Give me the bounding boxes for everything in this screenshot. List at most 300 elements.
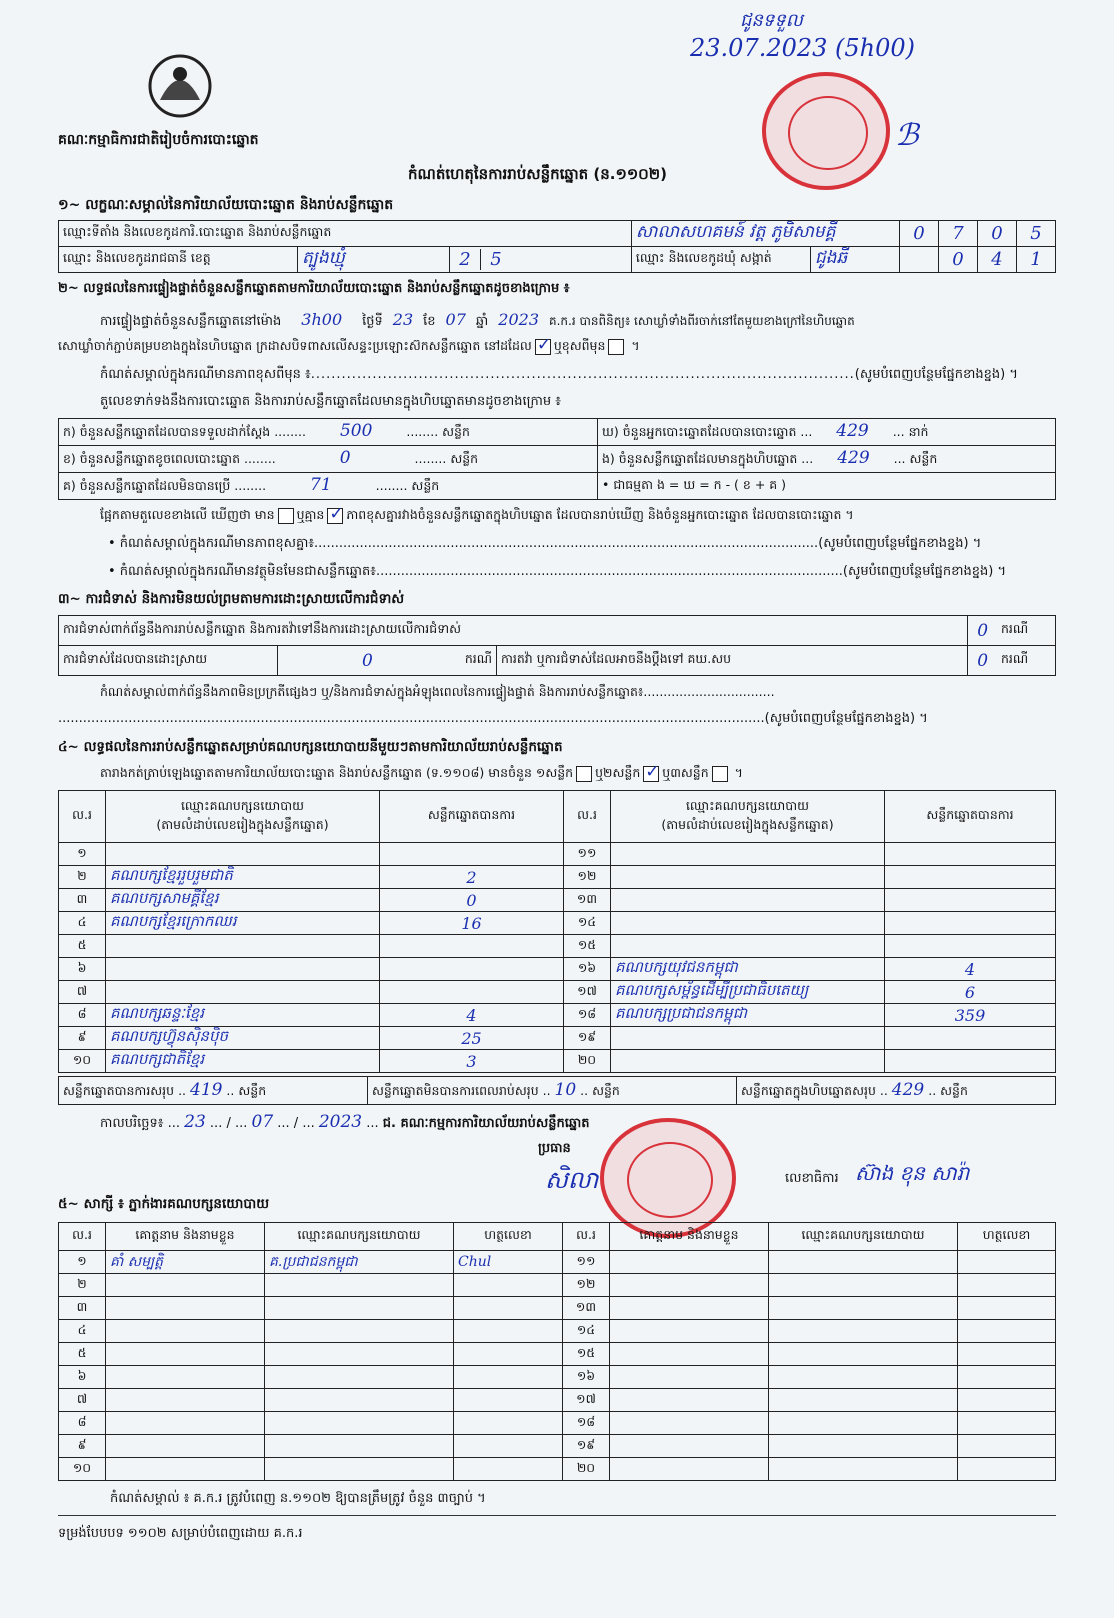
witness-signature (454, 1389, 563, 1412)
tally-sheet-line: តារាងកត់ត្រាប់ឡេងឆ្នោតតាមការិយាល័យបោះឆ្នោត និងរាប់សន្លឹកឆ្នោត (ទ.១១០៨) មានចំនួន ១សន្លឹក ឬ២សន្លឹក✓ ឬ៣សន្លឹក ។ (100, 765, 743, 784)
table-row (59, 889, 1056, 912)
table-row (59, 1297, 1056, 1320)
col-signature: ហត្ថលេខា (958, 1223, 1056, 1251)
witness-party (265, 1412, 454, 1435)
row-number: ៣ (59, 1297, 106, 1320)
figure-a-label: ក) ចំនួនសន្លឹកឆ្នោតដែលបានទទួលដាក់ស្តែង ........ 500 ........ សន្លឹក (59, 419, 598, 446)
row-number: ៥ (59, 1343, 106, 1366)
witness-name (610, 1297, 769, 1320)
table-row (59, 1435, 1056, 1458)
table-row (59, 1251, 1056, 1274)
witness-party (265, 1320, 454, 1343)
text: សន្លឹកឆ្នោតក្នុងហិបឆ្នោតសរុប (741, 1082, 876, 1098)
emblem-icon (140, 50, 220, 120)
table-row (59, 1389, 1056, 1412)
witness-name (106, 1435, 265, 1458)
complaints-total-label: ការជំទាស់ពាក់ព័ន្ធនឹងការរាប់សន្លឹកឆ្នោត និងការតវ៉ាទៅនឹងការដោះស្រាយលើការជំទាស់ (59, 616, 968, 646)
province-code (450, 247, 632, 273)
vote-count (885, 866, 1056, 889)
figures-intro: តួលេខទាក់ទងនឹងការបោះឆ្នោត និងការរាប់សន្លឹកឆ្នោតដែលមានក្នុងហិបឆ្នោតមានដូចខាងក្រោម ៖ (100, 394, 561, 409)
figure-d-label: ឃ) ចំនួនអ្នកបោះឆ្នោតដែលបានបោះឆ្នោត ... 429 ... នាក់ (598, 419, 1056, 446)
box-total: សន្លឹកឆ្នោតក្នុងហិបឆ្នោតសរុប .. 429 .. សន្លឹក (737, 1077, 1056, 1105)
vote-count (885, 912, 1056, 935)
row-number: ១៨ (563, 1412, 610, 1435)
footer-divider (58, 1515, 1056, 1516)
table-row (59, 912, 1056, 935)
row-number: ៩ (59, 1027, 106, 1050)
witness-name (106, 1297, 265, 1320)
text: នាក់ (908, 424, 929, 439)
text: ឬ២សន្លឹក (595, 765, 641, 780)
text: ជ. គណៈកម្មការការិយាល័យរាប់សន្លឹកឆ្នោត (382, 1116, 590, 1131)
text: (សូមបំពេញបន្ថែមផ្នែកខាងខ្នង) ។ (854, 367, 1018, 382)
official-stamp-top (762, 72, 890, 190)
secretary-signature: ស៊ាង ខុន សារ៉ា (855, 1161, 970, 1185)
party-name: គណបក្សសាមគ្គីខ្មែរ (106, 889, 380, 912)
row-number: ១៤ (564, 912, 611, 935)
row-number: ៥ (59, 935, 106, 958)
figure-d-value: 429 (836, 421, 869, 441)
figure-b-value: 0 (339, 448, 351, 468)
vote-count (885, 1050, 1056, 1073)
text: ឆ្នាំ (475, 314, 489, 329)
witness-party (769, 1297, 958, 1320)
witness-signature (958, 1251, 1056, 1274)
witness-party (265, 1274, 454, 1297)
text: ក) ចំនួនសន្លឹកឆ្នោតដែលបានទទួលដាក់ស្តែង (63, 424, 271, 439)
text: តារាងកត់ត្រាប់ឡេងឆ្នោតតាមការិយាល័យបោះឆ្នោត និងរាប់សន្លឹកឆ្នោត (ទ.១១០៨) មានចំនួន ១សន្លឹក (100, 765, 574, 780)
figures-table (58, 418, 1056, 500)
formula: • ជាធម្មតា ង = ឃ = ក - ( ខ + គ ) (598, 473, 1056, 500)
party-name: គណបក្សជាតិខ្មែរ (106, 1050, 380, 1073)
unchanged-checkbox[interactable] (535, 339, 551, 355)
witness-name (610, 1458, 769, 1481)
valid-total: សន្លឹកឆ្នោតបានការសរុប .. 419 .. សន្លឹក (59, 1077, 368, 1105)
col-party (106, 791, 380, 843)
row-number: ១៣ (563, 1297, 610, 1320)
section1-heading: ១~ លក្ខណៈសម្គាល់នៃការិយាល័យបោះឆ្នោត និងរាប់សន្លឹកឆ្នោត (58, 197, 394, 213)
commune-value: ជូងឆី (810, 247, 899, 273)
vote-count (885, 1027, 1056, 1050)
witness-signature (958, 1320, 1056, 1343)
row-number: ១៦ (564, 958, 611, 981)
text: សន្លឹក (909, 451, 938, 466)
col-party: ឈ្មោះគណបក្សនយោបាយ (265, 1223, 454, 1251)
witness-signature (454, 1320, 563, 1343)
row-number: ១៧ (564, 981, 611, 1004)
province-label: ឈ្មោះ និងលេខកូដរាជធានី ខេត្ត (59, 247, 298, 273)
unit: ករណី (997, 646, 1056, 676)
witness-party (769, 1412, 958, 1435)
resolved-cell (278, 646, 497, 676)
text: ឬខុសពីមុន (553, 338, 606, 353)
complaints-total-value: 0 (968, 616, 997, 646)
valid-total-value: 419 (190, 1079, 223, 1100)
table-row (59, 866, 1056, 889)
text: កំណត់សម្គាល់ពាក់ព័ន្ធនឹងភាពមិនប្រក្រតីផ្សេងៗ ឬ/និងការជំទាស់ក្នុងអំឡុងពេលនៃការផ្ទៀងផ្ទាត់ និងការរាប់សន្លឹកឆ្នោត៖ (100, 684, 644, 699)
witness-party (265, 1458, 454, 1481)
text: សន្លឹក (411, 478, 440, 493)
blank-cell (900, 247, 939, 273)
two-sheet-checkbox[interactable] (643, 766, 659, 782)
irregularity-fill: ...........................................................................................................................................................................(សូមបំពេញបន្ថែមផ្នែកខាងខ្នង) ។ (58, 711, 928, 726)
changed-checkbox[interactable] (608, 339, 624, 355)
station-code-digit: 0 (978, 221, 1017, 247)
text: ឈ្មោះគណបក្សនយោបាយ (685, 797, 810, 813)
row-number: ៦ (59, 958, 106, 981)
text: ឈ្មោះគណបក្សនយោបាយ (180, 797, 305, 813)
row-number: ៧ (59, 981, 106, 1004)
col-party (611, 791, 885, 843)
witness-name (610, 1343, 769, 1366)
vote-count: 16 (380, 912, 564, 935)
text: កាលបរិច្ឆេទ៖ (100, 1116, 164, 1131)
commune-code-digit: 0 (939, 247, 978, 273)
witness-party (265, 1297, 454, 1320)
party-name (106, 958, 380, 981)
witness-party (769, 1389, 958, 1412)
witness-party (769, 1320, 958, 1343)
text: សន្លឹក (450, 451, 479, 466)
table-row (59, 1343, 1056, 1366)
table-row (59, 1320, 1056, 1343)
vote-count: 3 (380, 1050, 564, 1073)
witness-party (769, 1435, 958, 1458)
figure-e-value: 429 (837, 448, 870, 468)
row-number: ១០ (59, 1458, 106, 1481)
vote-count (380, 935, 564, 958)
committee-name: គណៈកម្មាធិការជាតិរៀបចំការបោះឆ្នោត (58, 132, 259, 148)
figure-c-label: គ) ចំនួនសន្លឹកឆ្នោតដែលមិនបានប្រើ ........ 71 ........ សន្លឹក (59, 473, 598, 500)
row-number: ២០ (564, 1050, 611, 1073)
witness-signature (454, 1297, 563, 1320)
official-stamp-bottom (600, 1118, 736, 1238)
verify-month: 07 (445, 310, 466, 329)
witness-signature (454, 1435, 563, 1458)
witness-name (106, 1412, 265, 1435)
commune-code-digit: 1 (1017, 247, 1056, 273)
text: ខ) ចំនួនសន្លឹកឆ្នោតខូចពេលបោះឆ្នោត (63, 451, 241, 466)
invalid-total-value: 10 (554, 1079, 577, 1100)
party-name (106, 981, 380, 1004)
witness-party (265, 1343, 454, 1366)
appeal-label: ការតវ៉ា ឬការជំទាស់ដែលអាចនឹងប្តឹងទៅ គឃ.សប (497, 646, 968, 676)
section2-heading: ២~ លទ្ធផលនៃការផ្ទៀងផ្ទាត់ចំនួនសន្លឹកឆ្នោតតាមការិយាល័យបោះឆ្នោត និងរាប់សន្លឹកឆ្នោតដូចខាងក្រោម ៖ (58, 281, 570, 296)
unit: ករណី (464, 650, 492, 666)
witness-party (769, 1274, 958, 1297)
table-row (59, 1274, 1056, 1297)
text: សន្លឹកឆ្នោតមិនបានការពេលរាប់សរុប (372, 1082, 539, 1098)
text: (តាមលំដាប់លេខរៀងក្នុងសន្លឹកឆ្នោត) (661, 816, 834, 832)
table-row (59, 1458, 1056, 1481)
party-name: គណបក្សឆន្ទៈខ្មែរ (106, 1004, 380, 1027)
table-row (59, 981, 1056, 1004)
witness-party (265, 1366, 454, 1389)
witness-name (106, 1343, 265, 1366)
date-day: 23 (184, 1112, 206, 1132)
text: • កំណត់សម្គាល់ក្នុងករណីមានភាពខុសគ្នា៖ (108, 536, 315, 551)
footer-note: កំណត់សម្គាល់ ៖ គ.ក.រ ត្រូវបំពេញ ន.១១០២ ឱ្យបានត្រឹមត្រូវ ចំនួន ៣ច្បាប់ ។ (110, 1491, 486, 1506)
text: ឃ) ចំនួនអ្នកបោះឆ្នោតដែលបានបោះឆ្នោត (602, 424, 797, 439)
station-table (58, 220, 1056, 273)
appeal-value: 0 (968, 646, 997, 676)
vote-count: 359 (885, 1004, 1056, 1027)
vote-count (885, 843, 1056, 866)
vote-count: 4 (885, 958, 1056, 981)
col-name: គោត្តនាម និងនាមខ្លួន (106, 1223, 265, 1251)
witness-party (265, 1435, 454, 1458)
witness-name (610, 1274, 769, 1297)
witness-name (610, 1320, 769, 1343)
resolved-value: 0 (362, 650, 373, 671)
no-difference-checkbox[interactable] (327, 508, 343, 524)
text: សោឃ្លាំចាក់ភ្ជាប់គម្របខាងក្នុងនៃហិបឆ្នោត ក្រដាសបិទពាសលើសន្ទះប្រឡោះស៊កសន្លឹកឆ្នោត នៅដដែល (58, 338, 532, 353)
results-totals (58, 1076, 1056, 1105)
witness-name (106, 1389, 265, 1412)
receipt-note: ជូនទទួល (740, 10, 803, 31)
province-code-digit: 5 (490, 249, 502, 270)
vote-count: 0 (380, 889, 564, 912)
col-votes: សន្លឹកឆ្នោតបានការ (380, 791, 564, 843)
row-number: ១៦ (563, 1366, 610, 1389)
station-code-digit: 7 (939, 221, 978, 247)
party-name (611, 1027, 885, 1050)
text: សន្លឹក (442, 424, 470, 439)
text: (តាមលំដាប់លេខរៀងក្នុងសន្លឹកឆ្នោត) (156, 816, 329, 832)
invalid-total: សន្លឹកឆ្នោតមិនបានការពេលរាប់សរុប .. 10 .. សន្លឹក (368, 1077, 737, 1105)
row-number: ១៤ (563, 1320, 610, 1343)
three-sheet-checkbox[interactable] (712, 766, 728, 782)
president-signature: សិលា (545, 1166, 599, 1194)
verification-line1 (100, 310, 855, 332)
commune-label: ឈ្មោះ និងលេខកូដឃុំ សង្កាត់ (631, 247, 810, 273)
party-name: គណបក្សប្រជាជនកម្ពុជា (611, 1004, 885, 1027)
date-month: 07 (251, 1112, 274, 1132)
verify-time: 3h00 (301, 310, 343, 329)
party-name: គណបក្សខ្មែររួបរួមជាតិ (106, 866, 380, 889)
table-row (59, 1050, 1056, 1073)
vote-count (885, 935, 1056, 958)
text: កំណត់សម្គាល់ក្នុងករណីមានភាពខុសពីមុន ៖ (100, 367, 311, 382)
president-label: ប្រធាន (538, 1141, 571, 1156)
row-number: ១៥ (564, 935, 611, 958)
row-number: ៧ (59, 1389, 106, 1412)
province-value: ត្បូងឃ្មុំ (298, 247, 450, 273)
text: សន្លឹកឆ្នោតបានការសរុប (63, 1082, 175, 1098)
station-code-digit: 0 (900, 221, 939, 247)
party-name (106, 843, 380, 866)
party-name (611, 935, 885, 958)
row-number: ១ (59, 843, 106, 866)
witness-party (769, 1458, 958, 1481)
verify-day: 23 (392, 310, 414, 329)
party-name (611, 843, 885, 866)
row-number: ១៨ (564, 1004, 611, 1027)
text: សន្លឹក (238, 1082, 267, 1098)
witness-signature (958, 1297, 1056, 1320)
text: ផ្អែកតាមតួលេខខាងលើ ឃើញថា មាន (100, 507, 275, 522)
province-code-digit: 2 (450, 249, 481, 270)
figure-c-value: 71 (310, 475, 332, 495)
text: ភាពខុសគ្នារវាងចំនួនសន្លឹកឆ្នោតក្នុងហិបឆ្នោត ដែលបានរាប់ឃើញ និងចំនួនអ្នកបោះឆ្នោត ដែលបានបោះឆ្នោត ។ (346, 507, 854, 522)
unit: ករណី (997, 616, 1056, 646)
party-name: គណបក្សហ៊្វុនស៊ិនប៉ិច (106, 1027, 380, 1050)
witness-name (106, 1458, 265, 1481)
text: (សូមបំពេញបន្ថែមផ្នែកខាងខ្នង) ។ (842, 564, 1007, 579)
row-number: ១២ (564, 866, 611, 889)
section5-heading: ៥~ សាក្សី ៖ ភ្នាក់ងារគណបក្សនយោបាយ (58, 1196, 270, 1212)
witness-signature (454, 1343, 563, 1366)
witness-signature: Chul (454, 1251, 563, 1274)
witness-name (106, 1366, 265, 1389)
has-difference-checkbox[interactable] (278, 508, 294, 524)
col-no: ល.រ (59, 1223, 106, 1251)
vote-count (380, 981, 564, 1004)
vote-count (885, 889, 1056, 912)
row-number: ៨ (59, 1004, 106, 1027)
bullet-difference-note: • កំណត់សម្គាល់ក្នុងករណីមានភាពខុសគ្នា៖..........................................................................................................................(សូមបំពេញបន្ថែមផ្នែកខាងខ្នង) ។ (108, 536, 982, 551)
text: ឬ៣សន្លឹក (662, 765, 709, 780)
text: ឬគ្មាន (296, 507, 325, 522)
witness-signature (958, 1458, 1056, 1481)
receipt-date: 23.07.2023 (5h00) (690, 34, 916, 62)
witness-signature (454, 1366, 563, 1389)
table-row (59, 935, 1056, 958)
one-sheet-checkbox[interactable] (576, 766, 592, 782)
text: (សូមបំពេញបន្ថែមផ្នែកខាងខ្នង) ។ (818, 536, 982, 551)
bullet-foreign-object-note: • កំណត់សម្គាល់ក្នុងករណីមានវត្ថុមិនមែនជាសន្លឹកឆ្នោត៖.................................................................................................................(សូមបំពេញបន្ថែមផ្នែកខាងខ្នង) ។ (108, 564, 1007, 579)
verify-year: 2023 (498, 310, 539, 329)
witness-signature (958, 1343, 1056, 1366)
station-code-digit: 5 (1017, 221, 1056, 247)
text: គ.ក.រ បានពិនិត្យ៖ សោឃ្លាំទាំងពីរចាក់នៅតែមួយខាងក្រៅនៃហិបឆ្នោត (549, 314, 855, 328)
col-party: ឈ្មោះគណបក្សនយោបាយ (769, 1223, 958, 1251)
row-number: ១១ (563, 1251, 610, 1274)
row-number: ៦ (59, 1366, 106, 1389)
witness-name (610, 1366, 769, 1389)
vote-count: 2 (380, 866, 564, 889)
col-no: ល.រ (59, 791, 106, 843)
witness-signature (958, 1435, 1056, 1458)
text: សន្លឹក (592, 1082, 620, 1098)
witness-signature (454, 1412, 563, 1435)
row-number: ២ (59, 1274, 106, 1297)
witness-signature (958, 1274, 1056, 1297)
text: សន្លឹក (940, 1082, 968, 1098)
date-year: 2023 (318, 1112, 363, 1132)
witness-name (610, 1435, 769, 1458)
row-number: ១១ (564, 843, 611, 866)
row-number: ៩ (59, 1435, 106, 1458)
section4-heading: ៤~ លទ្ធផលនៃការរាប់សន្លឹកឆ្នោតសម្រាប់គណបក្សនយោបាយនីមួយៗតាមការិយាល័យរាប់សន្លឹកឆ្នោត (58, 739, 563, 755)
complaints-table (58, 615, 1056, 676)
witness-name (106, 1274, 265, 1297)
col-votes: សន្លឹកឆ្នោតបានការ (885, 791, 1056, 843)
witness-name (610, 1412, 769, 1435)
col-no: ល.រ (563, 1223, 610, 1251)
witness-name: គាំ សម្បត្តិ (106, 1251, 265, 1274)
row-number: ១៩ (564, 1027, 611, 1050)
witness-signature (454, 1458, 563, 1481)
text: គ) ចំនួនសន្លឹកឆ្នោតដែលមិនបានប្រើ (63, 478, 231, 493)
row-number: ១២ (563, 1274, 610, 1297)
col-name: គោត្តនាម និងនាមខ្លួន (610, 1223, 769, 1251)
text: ខែ (423, 314, 436, 329)
figure-e-label: ង) ចំនួនសន្លឹកឆ្នោតដែលមានក្នុងហិបឆ្នោត ... 429 ... សន្លឹក (598, 446, 1056, 473)
text: (សូមបំពេញបន្ថែមផ្នែកខាងខ្នង) ។ (764, 711, 928, 726)
text: ថ្ងៃទី (362, 314, 383, 329)
table-row (59, 958, 1056, 981)
party-name (106, 935, 380, 958)
witness-signature (958, 1366, 1056, 1389)
col-signature: ហត្ថលេខា (454, 1223, 563, 1251)
verification-line2: សោឃ្លាំចាក់ភ្ជាប់គម្របខាងក្នុងនៃហិបឆ្នោត ក្រដាសបិទពាសលើសន្ទះប្រឡោះស៊កសន្លឹកឆ្នោត នៅដដែល✓ ឬខុសពីមុន ។ (58, 338, 640, 357)
row-number: ២ (59, 866, 106, 889)
row-number: ៨ (59, 1412, 106, 1435)
witness-signature (958, 1412, 1056, 1435)
vote-count (380, 843, 564, 866)
vote-count: 4 (380, 1004, 564, 1027)
witness-party (265, 1389, 454, 1412)
party-name: គណបក្សសម្ព័ន្ធដើម្បីប្រជាធិបតេយ្យ (611, 981, 885, 1004)
witness-name (610, 1251, 769, 1274)
witness-signature (958, 1389, 1056, 1412)
witness-name (610, 1389, 769, 1412)
difference-note-line: កំណត់សម្គាល់ក្នុងករណីមានភាពខុសពីមុន ៖..........................................................................................................(សូមបំពេញបន្ថែមផ្នែកខាងខ្នង) ។ (100, 367, 1018, 382)
commune-code-digit: 4 (978, 247, 1017, 273)
document-title: កំណត់ហេតុនៃការរាប់សន្លឹកឆ្នោត (ន.១១០២) (408, 165, 668, 183)
text: ការផ្ទៀងផ្ទាត់ចំនួនសន្លឹកឆ្នោតនៅម៉ោង (100, 314, 282, 329)
party-name (611, 889, 885, 912)
form-note: ទម្រង់បែបបទ ១១០២ សម្រាប់បំពេញដោយ គ.ក.រ (58, 1526, 303, 1541)
row-number: ១៥ (563, 1343, 610, 1366)
row-number: ១៣ (564, 889, 611, 912)
row-number: ៤ (59, 1320, 106, 1343)
figure-a-value: 500 (339, 421, 373, 441)
row-number: ១៧ (563, 1389, 610, 1412)
row-number: ៣ (59, 889, 106, 912)
witness-party: គ.ប្រជាជនកម្ពុជា (265, 1251, 454, 1274)
row-number: ២០ (563, 1458, 610, 1481)
results-table (58, 790, 1056, 1073)
table-row (59, 1004, 1056, 1027)
witness-party (769, 1251, 958, 1274)
vote-count: 25 (380, 1027, 564, 1050)
table-row (59, 1412, 1056, 1435)
table-row (59, 1027, 1056, 1050)
row-number: ១៩ (563, 1435, 610, 1458)
witness-table (58, 1222, 1056, 1481)
section3-heading: ៣~ ការជំទាស់ និងការមិនយល់ព្រមតាមការដោះស្រាយលើការជំទាស់ (58, 591, 405, 607)
table-row (59, 843, 1056, 866)
text: • កំណត់សម្គាល់ក្នុងករណីមានវត្ថុមិនមែនជាសន្លឹកឆ្នោត៖ (108, 564, 376, 579)
row-number: ១ (59, 1251, 106, 1274)
stamp-signature-top: ℬ (895, 118, 919, 153)
box-total-value: 429 (891, 1079, 925, 1100)
resolved-label: ការជំទាស់ដែលបានដោះស្រាយ (59, 646, 278, 676)
table-row (59, 1366, 1056, 1389)
vote-count: 6 (885, 981, 1056, 1004)
party-name (611, 866, 885, 889)
witness-party (769, 1343, 958, 1366)
station-name-value: សាលាសហគមន៍ វត្ត ភូមិសាមគ្គី (631, 221, 899, 247)
party-name: គណបក្សខ្មែរក្រោកឈរ (106, 912, 380, 935)
party-name (611, 912, 885, 935)
party-name (611, 1050, 885, 1073)
witness-signature (454, 1274, 563, 1297)
witness-party (769, 1366, 958, 1389)
row-number: ១០ (59, 1050, 106, 1073)
